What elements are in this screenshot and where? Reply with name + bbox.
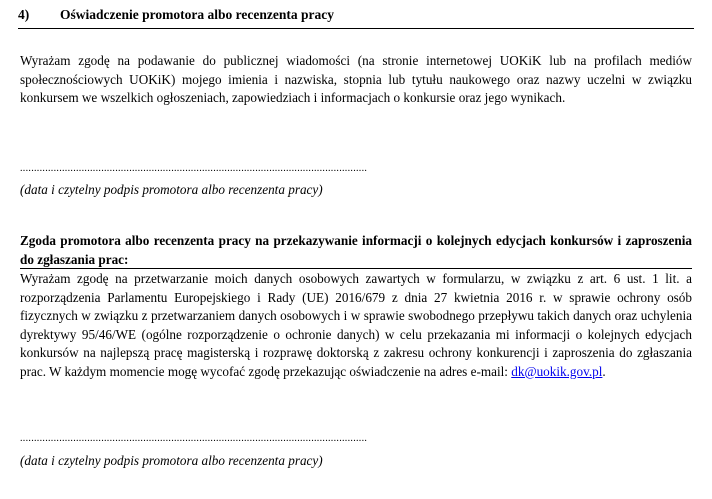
email-link[interactable]: dk@uokik.gov.pl	[511, 363, 603, 379]
information-consent-heading: Zgoda promotora albo recenzenta pracy na przekazywanie informacji o kolejnych edycjach konkursów i zaproszenia do zgłaszania prac:	[20, 233, 692, 267]
section-title: Oświadczenie promotora albo recenzenta pracy	[60, 7, 334, 22]
signature-line-2: ............................................................................................................................	[20, 433, 368, 444]
information-consent-paragraph	[20, 270, 692, 381]
signature-line-1: ............................................................................................................................	[20, 163, 368, 174]
section-number: 4)	[18, 7, 30, 22]
section-heading	[18, 6, 334, 24]
heading-underline	[20, 268, 692, 269]
sentence-end: .	[602, 363, 606, 379]
information-consent-text: Wyrażam zgodę na przetwarzanie moich danych osobowych zawartych w formularzu, w związku z art. 6 ust. 1 lit. a rozporządzenia Parlamentu Europejskiego i Rady (UE) 2016/679 z dnia 27 kwietnia 2016 r. w sprawie ochrony osób fizycznych w związku z przetwarzaniem danych osobowych i w sprawie swobodnego przepływu takich danych oraz uchylenia dyrektywy 95/46/WE (ogólne rozporządzenie o ochronie danych) w celu przekazania mi informacji o kolejnych edycjach konkursów na najlepszą pracę magisterską i rozprawę doktorską z zakresu ochrony konkurencji i zaproszenia do zgłaszania prac. W każdym momencie mogę wycofać zgodę przekazując oświadczenie na adres e-mail:	[20, 271, 692, 379]
signature-caption-2: (data i czytelny podpis promotora albo recenzenta pracy)	[20, 453, 323, 468]
signature-caption-1: (data i czytelny podpis promotora albo recenzenta pracy)	[20, 182, 323, 197]
section-divider	[18, 28, 694, 29]
publication-consent-text: Wyrażam zgodę na podawanie do publicznej wiadomości (na stronie internetowej UOKiK lub na profilach mediów społecznościowych UOKiK) mojego imienia i nazwiska, stopnia lub tytułu naukowego oraz nazwy uczelni w związku konkursem we wszelkich ogłoszeniach, zapowiedziach i informacjach o konkursie oraz jego wynikach.	[20, 53, 692, 105]
